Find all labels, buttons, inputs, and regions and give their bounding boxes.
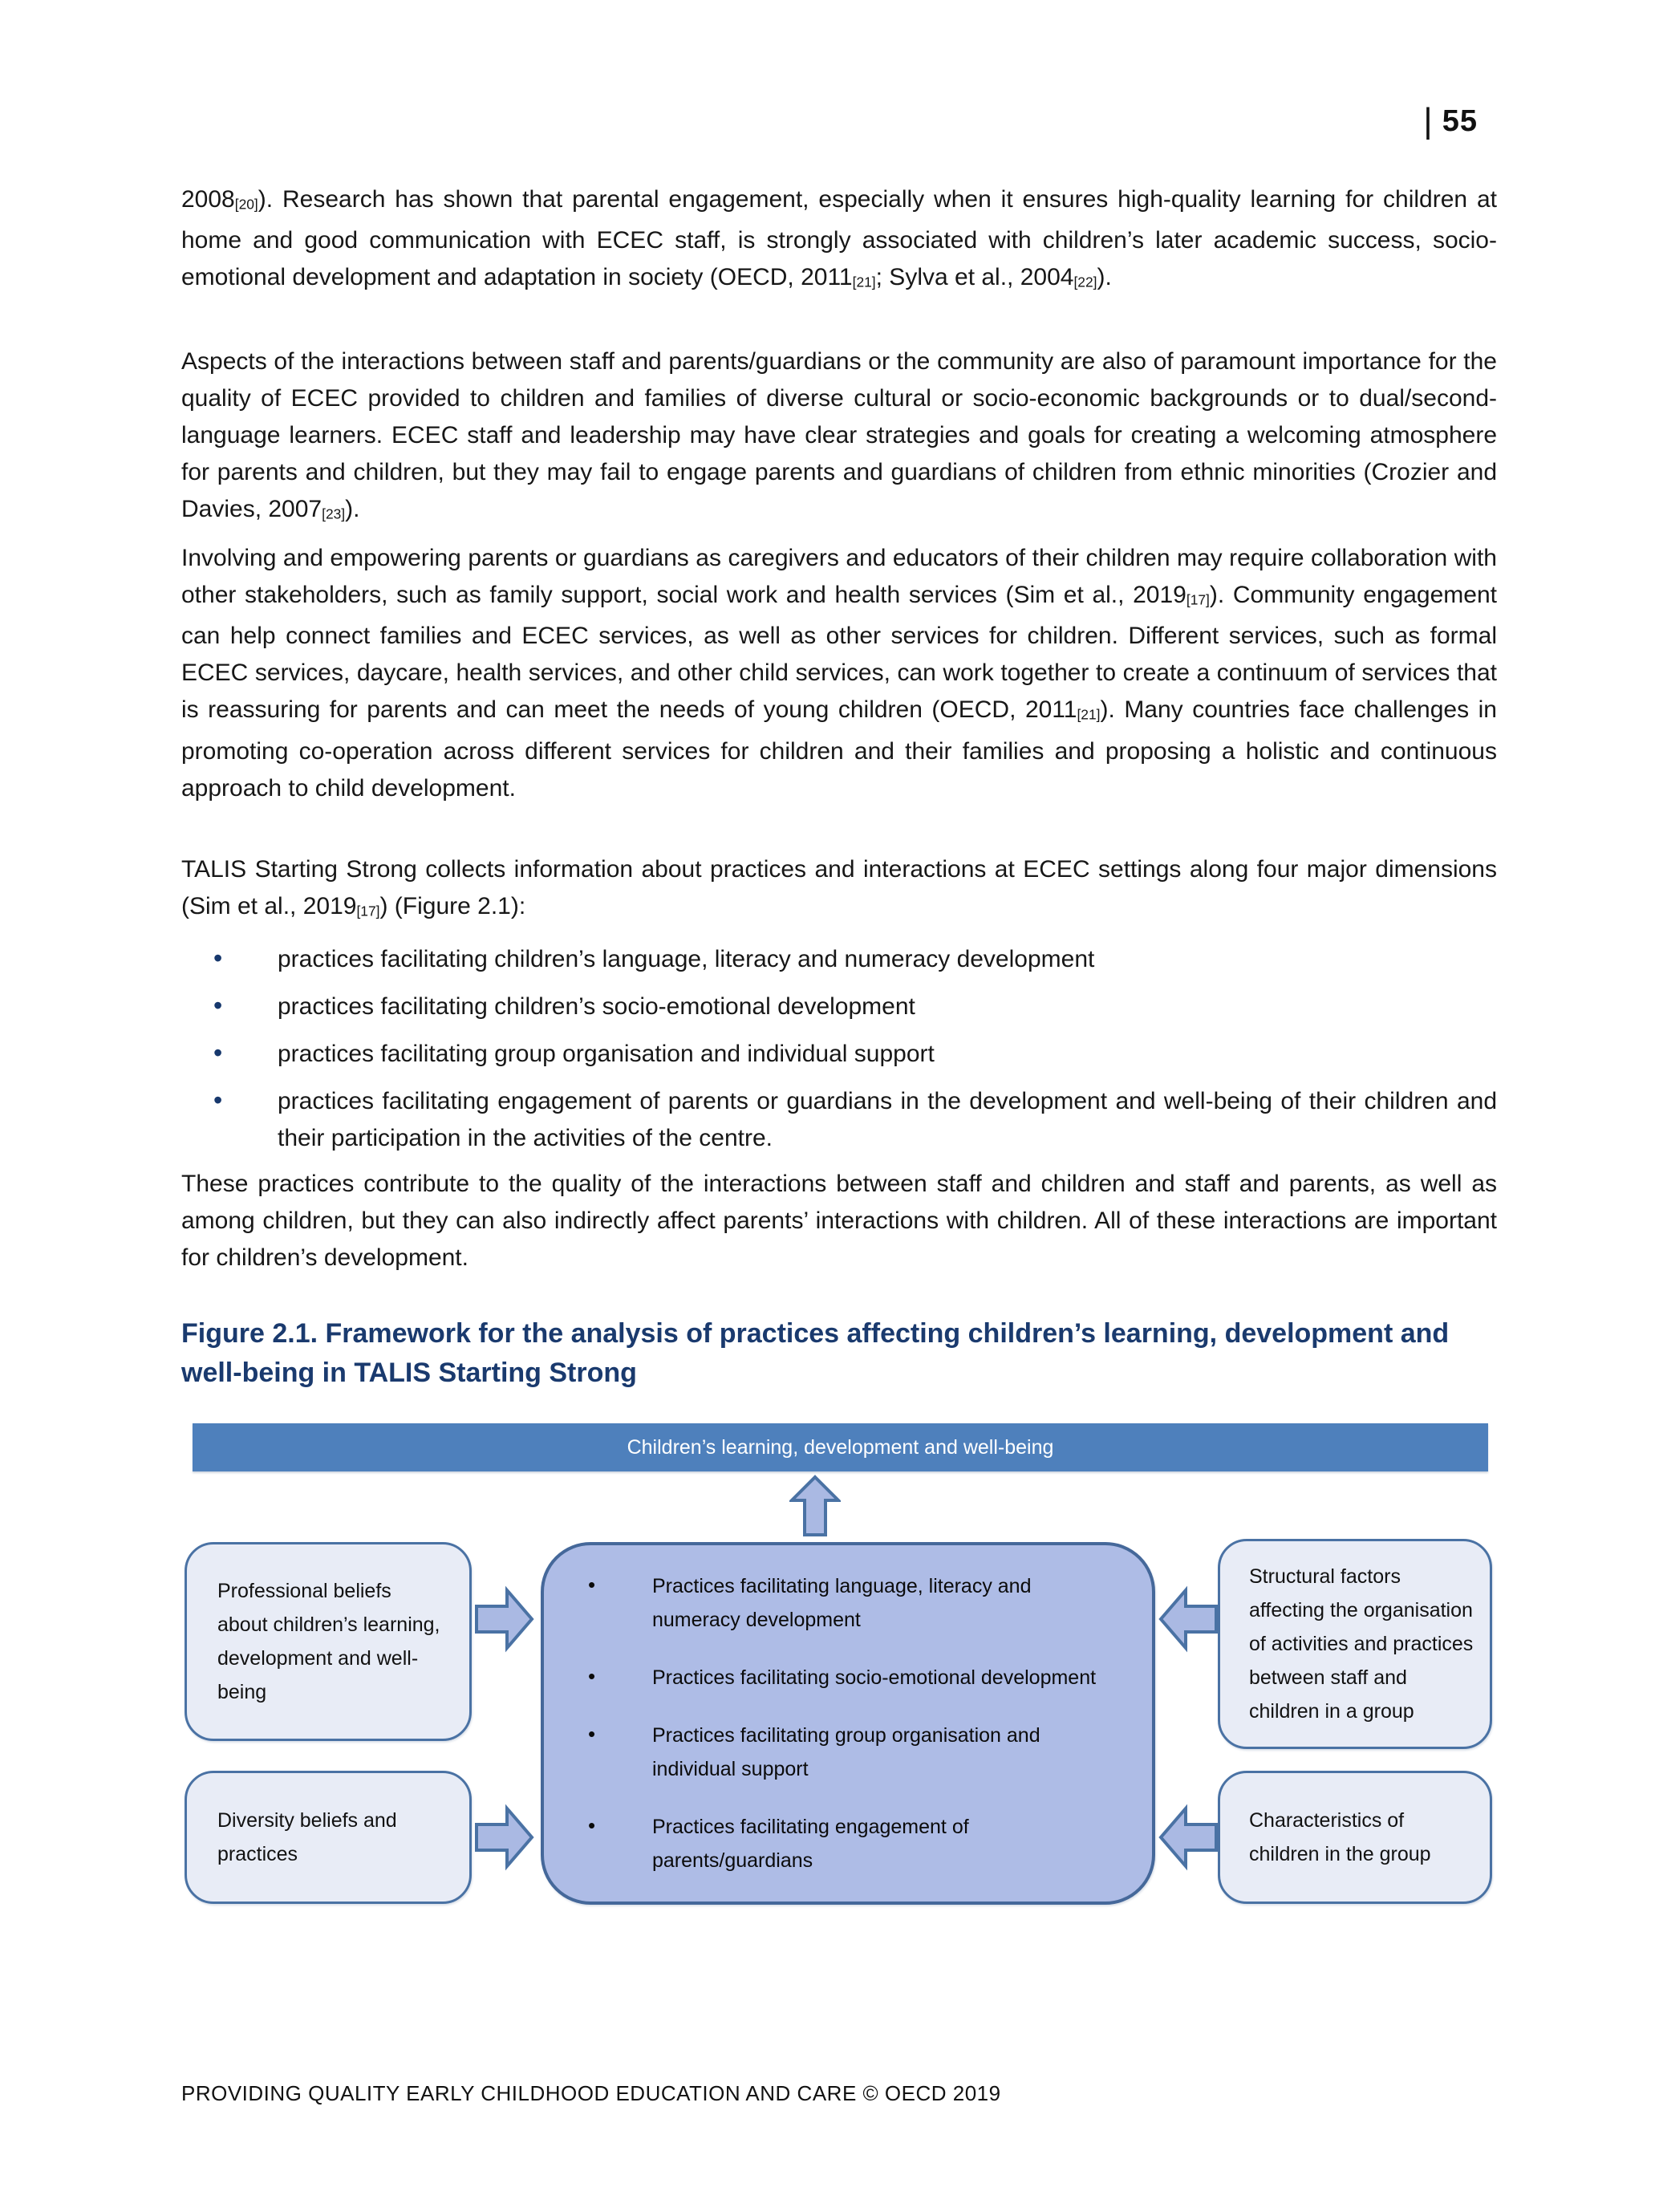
right-arrow-icon [475,1804,534,1871]
citation-reference: [17] [1186,591,1210,608]
list-item [544,1719,1152,1786]
citation-reference: [21] [1077,706,1101,723]
box-structural-factors [1218,1539,1492,1749]
page-number [181,101,1478,141]
bullet-dot-icon: • [213,1038,223,1067]
citation-reference: [17] [356,903,380,919]
paragraph-4: TALIS Starting Strong collects information about practices and interactions at ECEC settings along four major dimensions (Sim et al., 2019[17]) (Figure 2.1): [181,856,1497,919]
paragraph-1: 2008[20]). Research has shown that parental engagement, especially when it ensures high-quality learning for children at home and good communication with ECEC staff, is strongly associated with children’s later academic success, socio-emotional development and adaptation in society (OECD, 2011[21]; Sylva et al., 2004[22]). [181,186,1497,291]
box-professional-beliefs [185,1542,472,1741]
bullet-dot-icon: • [588,1664,596,1688]
list-item [181,988,1497,1025]
box-text: Characteristics of children in the group [1249,1809,1431,1865]
box-text: Professional beliefs about children’s learning, development and well-being [217,1580,440,1703]
citation-reference: [22] [1073,274,1097,290]
list-item [544,1569,1152,1637]
figure-diagram [181,1423,1497,1977]
list-item-text: Practices facilitating group organisation and individual support [652,1724,1040,1780]
left-arrow-icon [1158,1804,1218,1871]
list-item-text: practices facilitating children’s socio-emotional development [278,993,915,1020]
page-number-separator: | [1423,101,1433,140]
paragraph-5: These practices contribute to the quality of the interactions between staff and children and staff and parents, as well as among children, but they can also indirectly affect parents’ interactions with children. All of these interactions are important for children’s development. [181,1171,1497,1271]
list-item [544,1810,1152,1877]
bullet-dot-icon: • [588,1813,596,1837]
footer: PROVIDING QUALITY EARLY CHILDHOOD EDUCATION AND CARE © OECD 2019 [181,2081,1001,2105]
bullet-list [181,941,1497,1167]
page-number-value: 55 [1442,104,1478,138]
right-arrow-icon [475,1585,534,1653]
list-item-text: Practices facilitating language, literacy and numeracy development [652,1575,1032,1631]
citation-reference: [23] [322,505,346,522]
list-item-text: Practices facilitating socio-emotional development [652,1666,1097,1689]
bullet-dot-icon: • [213,991,223,1020]
figure-caption: Figure 2.1. Framework for the analysis of practices affecting children’s learning, development and well-being in TALIS Starting Strong [181,1318,1450,1388]
paragraph-2: Aspects of the interactions between staff and parents/guardians or the community are also of paramount importance for the quality of ECEC provided to children and families of diverse cultural or socio-economic backgrounds or to dual/second-language learners. ECEC staff and leadership may have clear strategies and goals for creating a welcoming atmosphere for parents and children, but they may fail to engage parents and guardians of children from ethnic minorities (Crozier and Davies, 2007[23]). [181,348,1497,522]
box-text: Structural factors affecting the organisation of activities and practices between staff and children in a group [1249,1565,1474,1723]
list-item [544,1661,1152,1695]
figure-banner: Children’s learning, development and well-being [193,1423,1488,1471]
list-item [181,1083,1497,1157]
paragraph-3: Involving and empowering parents or guardians as caregivers and educators of their children may require collaboration with other stakeholders, such as family support, social work and health services (Sim et al., 2019[17]). Community engagement can help connect families and ECEC services, as well as other services for children. Different services, such as formal ECEC services, daycare, health services, and other child services, can work together to create a continuum of services that is reassuring for parents and can meet the needs of young children (OECD, 2011[21]). Many countries face challenges in promoting co-operation across different services for children and their families and proposing a holistic and continuous approach to child development. [181,545,1497,802]
box-children-characteristics [1218,1771,1492,1904]
left-arrow-icon [1158,1585,1218,1653]
list-item-text: practices facilitating group organisation and individual support [278,1041,935,1067]
list-item-text: practices facilitating children’s language, literacy and numeracy development [278,946,1095,972]
box-diversity-beliefs [185,1771,472,1904]
citation-reference: [21] [852,274,876,290]
box-practices-center [541,1542,1155,1905]
list-item-text: Practices facilitating engagement of parents/guardians [652,1816,969,1872]
bullet-dot-icon: • [213,944,223,972]
list-item [181,941,1497,978]
center-bullet-list [544,1545,1152,1902]
bullet-dot-icon: • [588,1722,596,1746]
bullet-dot-icon: • [588,1573,596,1597]
box-text: Diversity beliefs and practices [217,1809,397,1865]
up-arrow-icon [789,1475,841,1537]
citation-reference: [20] [234,196,258,213]
list-item [181,1036,1497,1073]
list-item-text: practices facilitating engagement of parents or guardians in the development and well-being of their children and their participation in the activities of the centre. [278,1088,1497,1151]
bullet-dot-icon: • [213,1086,223,1114]
